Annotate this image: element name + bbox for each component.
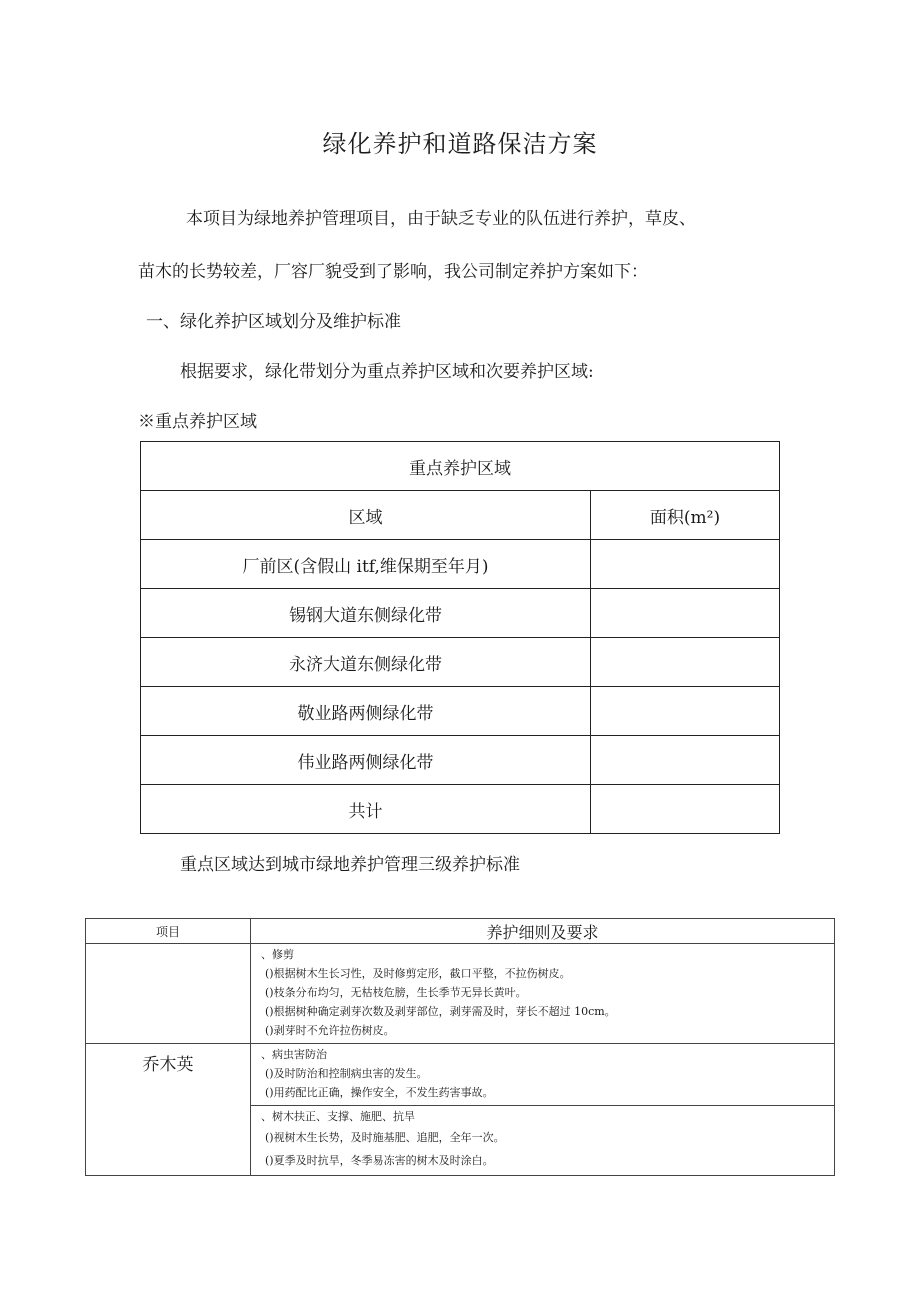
area-column-header: 面积(m²) <box>591 491 780 540</box>
pruning-block <box>251 944 835 1044</box>
table-row <box>141 785 780 834</box>
detail-line: ()枝条分布均匀，无枯枝危膀，生长季节无异长黄叶。 <box>265 986 527 999</box>
table-row <box>141 687 780 736</box>
intro-line-2: 苗木的长势较差，厂容厂貌受到了影响，我公司制定养护方案如下： <box>138 262 648 282</box>
table-row <box>141 736 780 785</box>
standard-note: 重点区域达到城市绿地养护管理三级养护标准 <box>180 855 520 875</box>
table-row <box>141 540 780 589</box>
zone-cell: 锡钢大道东侧绿化带 <box>141 589 591 638</box>
intro-line-1: 本项目为绿地养护管理项目，由于缺乏专业的队伍进行养护，草皮、 <box>186 209 696 229</box>
detail-line: ()根据树木生长习性，及时修剪定形，截口平整，不拉伤树皮。 <box>265 967 571 980</box>
detail-line: ()用药配比正确，操作安全，不发生药害事故。 <box>265 1086 494 1099</box>
zone-paragraph: 根据要求，绿化带划分为重点养护区域和次要养护区域: <box>180 362 594 382</box>
key-zone-table <box>140 441 780 834</box>
table-row <box>141 638 780 687</box>
zone-cell: 厂前区(含假山 itf,维保期至年月) <box>141 540 591 589</box>
key-zone-label: ※重点养护区域 <box>138 412 257 432</box>
area-cell <box>591 638 780 687</box>
zone-cell: 永济大道东侧绿化带 <box>141 638 591 687</box>
section-heading: 一、绿化养护区域划分及维护标准 <box>146 312 401 332</box>
area-cell <box>591 589 780 638</box>
zone-cell: 敬业路两侧绿化带 <box>141 687 591 736</box>
area-cell <box>591 687 780 736</box>
empty-category-cell <box>86 944 251 1044</box>
support-fertilize-block <box>251 1106 835 1176</box>
item-column-header: 项目 <box>86 919 251 944</box>
zone-column-header: 区域 <box>141 491 591 540</box>
document-title: 绿化养护和道路保洁方案 <box>322 130 598 158</box>
detail-line: ()视树木生长势，及时施基肥、追肥，全年一次。 <box>265 1131 505 1144</box>
block-title: 、修剪 <box>261 948 294 961</box>
block-title: 、树木扶正、支撑、施肥、抗旱 <box>261 1110 415 1123</box>
detail-line: ()根据树种确定剥芽次数及剥芽部位，剥芽需及时，芽长不超过 10cm。 <box>265 1005 616 1018</box>
pest-control-block <box>251 1044 835 1106</box>
table-row <box>141 589 780 638</box>
detail-line: ()及时防治和控制病虫害的发生。 <box>265 1067 428 1080</box>
total-area-cell <box>591 785 780 834</box>
category-cell: 乔木英 <box>86 1044 251 1176</box>
area-cell <box>591 736 780 785</box>
detail-line: ()剥芽时不允许拉伤树皮。 <box>265 1024 395 1037</box>
maintenance-table <box>85 918 835 1176</box>
zone-cell: 伟业路两侧绿化带 <box>141 736 591 785</box>
total-cell: 共计 <box>141 785 591 834</box>
block-title: 、病虫害防治 <box>261 1048 327 1061</box>
area-cell <box>591 540 780 589</box>
zone-table-caption: 重点养护区域 <box>141 442 780 491</box>
detail-column-header: 养护细则及要求 <box>251 919 835 944</box>
detail-line: ()夏季及时抗旱，冬季易冻害的树木及时涂白。 <box>265 1154 494 1167</box>
